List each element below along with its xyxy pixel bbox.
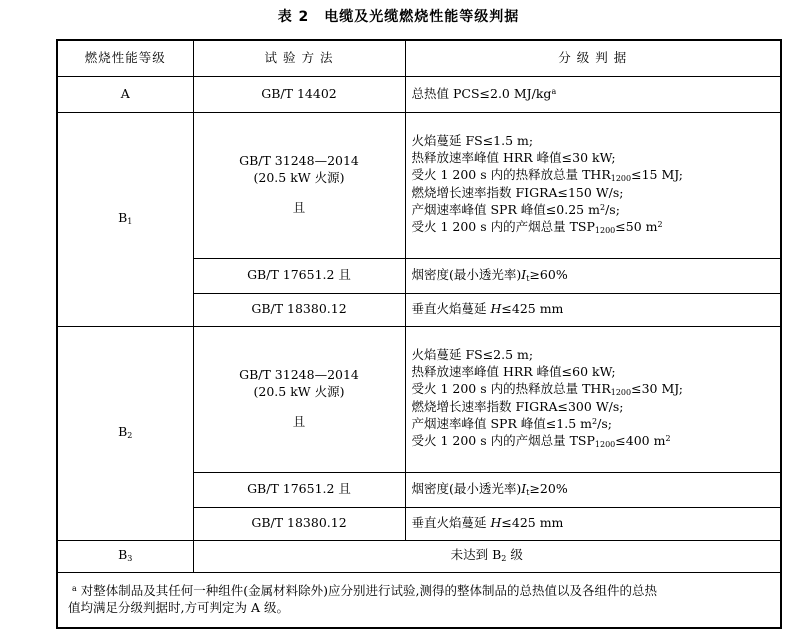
criteria-b1-vertical: 垂直火焰蔓延 H≤425 mm [405,293,781,326]
grade-a: A [57,76,193,112]
grade-b1: $B_1$ [57,112,193,326]
method-a: GB/T 14402 [193,76,405,112]
header-row [57,40,781,76]
criteria-b1-primary: 火焰蔓延 FS≤1.5 m; 热释放速率峰值 HRR 峰值≤30 kW; 受火 1 200 s 内的热释放总量 $THR_{1200}\le 15$ MJ; 燃烧增长速率指数 FIGRA≤150 W/s; 产烟速率峰值 SPR 峰值≤0.25 $m^2/s$; 受火 1 200 s 内的产烟总量 $TSP_{1200}\le 50$ $m^2$ [405,112,781,258]
criteria-b3: 未达到 $B_2$ 级 [193,540,781,572]
method-b1-vertical: GB/T 18380.12 [193,293,405,326]
method-b2-primary: GB/T 31248—2014 (20.5 kW 火源) 且 [193,326,405,472]
criteria-b1-smoke: 烟密度(最小透光率)$I_t\ge 60\%$ [405,258,781,293]
footnote-row [57,572,781,628]
grading-table [56,39,782,629]
criteria-a: 总热值 PCS≤2.0 $MJ/kg^a$ [405,76,781,112]
method-b2-vertical: GB/T 18380.12 [193,507,405,540]
row-b3 [57,540,781,572]
method-b1-smoke: GB/T 17651.2 且 [193,258,405,293]
header-method: 试 验 方 法 [193,40,405,76]
row-a [57,76,781,112]
header-grade: 燃烧性能等级 [57,40,193,76]
footnote-mark: a [71,583,77,593]
method-b2-smoke: GB/T 17651.2 且 [193,472,405,507]
criteria-b2-vertical: 垂直火焰蔓延 H≤425 mm [405,507,781,540]
grade-b2: $B_2$ [57,326,193,540]
row-b1-main [57,112,781,258]
header-criteria: 分 级 判 据 [405,40,781,76]
table-title: 表 2 电缆及光缆燃烧性能等级判据 [277,9,520,25]
row-b2-main [57,326,781,472]
grade-b3: $B_3$ [57,540,193,572]
criteria-b2-primary: 火焰蔓延 FS≤2.5 m; 热释放速率峰值 HRR 峰值≤60 kW; 受火 1 200 s 内的热释放总量 $THR_{1200}\le 30$ MJ; 燃烧增长速率指数 FIGRA≤300 W/s; 产烟速率峰值 SPR 峰值≤1.5 $m^2/s$; 受火 1 200 s 内的产烟总量 $TSP_{1200}\le 400$ $m^2$ [405,326,781,472]
criteria-b2-smoke: 烟密度(最小透光率)$I_t\ge 20\%$ [405,472,781,507]
footnote: $^a$ 对整体制品及其任何一种组件(金属材料除外)应分别进行试验,测得的整体制品的总热值以及各组件的总热 值均满足分级判据时,方可判定为 A 级。 [57,572,781,628]
method-b1-primary: GB/T 31248—2014 (20.5 kW 火源) 且 [193,112,405,258]
